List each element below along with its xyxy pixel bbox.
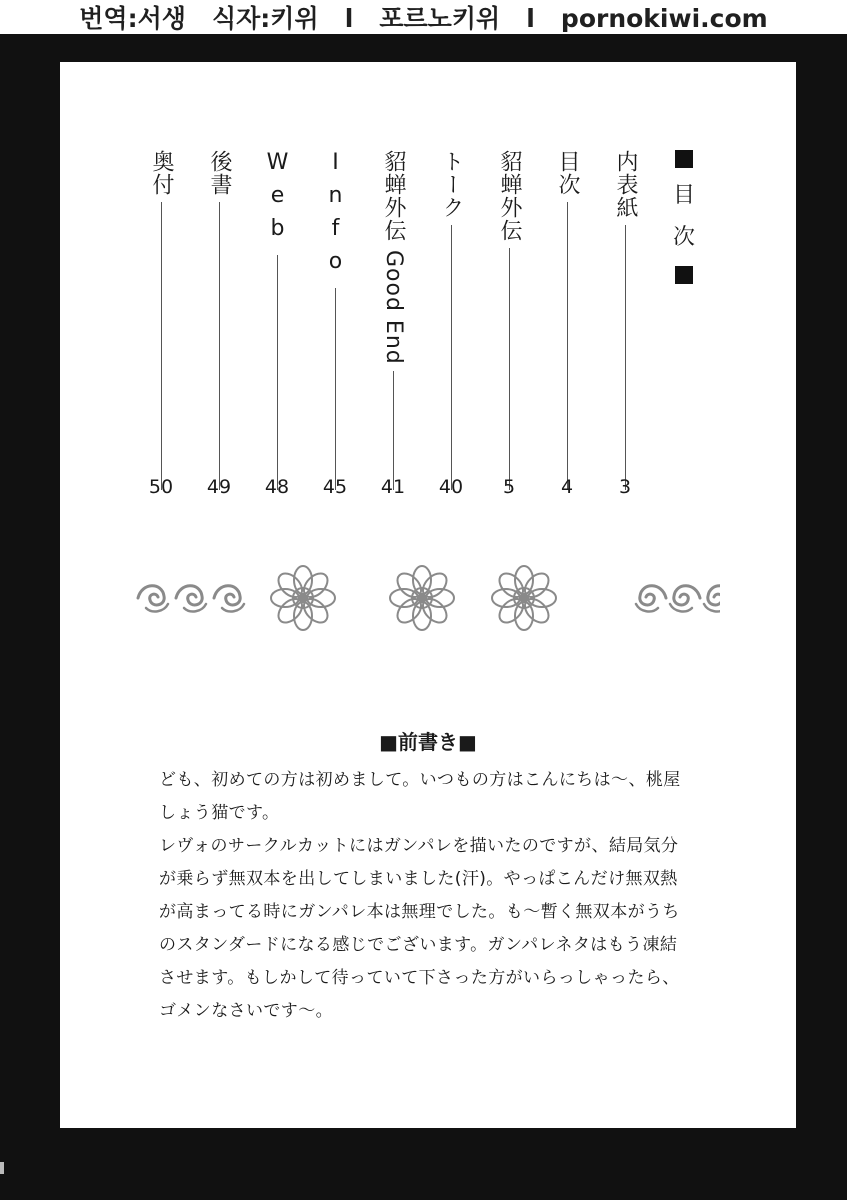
toc-leader-line — [393, 371, 394, 490]
toc-entry-title: Web — [265, 150, 290, 249]
top-banner — [0, 0, 847, 34]
preface-body — [159, 764, 714, 1028]
toc-entry-title: Info — [323, 150, 348, 282]
swirl-ornament-icon — [636, 586, 666, 612]
preface-line: レヴォのサークルカットにはガンパレを描いたのですが、結局気分 — [159, 836, 679, 856]
toc-entry-contents — [553, 150, 581, 490]
toc-heading-char: 目 — [672, 183, 695, 208]
toc-entry-page: 3 — [618, 476, 632, 498]
toc-entry-page: 49 — [206, 476, 232, 498]
swirl-ornament-icon — [176, 586, 206, 612]
toc-entry-colophon — [147, 150, 175, 490]
toc-entry-talk — [437, 150, 465, 490]
toc-heading-char: 次 — [672, 225, 695, 250]
preface-line: しょう猫です。 — [159, 803, 280, 823]
toc-entry-info — [321, 150, 349, 490]
swirl-ornament-icon — [670, 586, 700, 612]
toc-entry-web — [263, 150, 291, 490]
toc-leader-line — [219, 202, 220, 490]
toc-entry-page: 48 — [264, 476, 290, 498]
black-square-icon — [675, 150, 693, 168]
toc-entry-afterword — [205, 150, 233, 490]
toc-leader-line — [625, 225, 626, 490]
toc-entry-page: 50 — [148, 476, 174, 498]
preface-line: させます。もしかして待っていて下さった方がいらっしゃったら、 — [159, 968, 680, 988]
toc-entry-page: 41 — [380, 476, 406, 498]
preface-line: ゴメンなさいです〜。 — [159, 1001, 333, 1021]
preface-line: が高まってる時にガンパレ本は無理でした。も〜暫く無双本がうち — [159, 902, 680, 922]
toc-entry-title: 貂蝉外伝 Good End — [381, 150, 406, 365]
toc-leader-line — [277, 255, 278, 490]
preface-heading: ■前書き■ — [379, 730, 477, 754]
toc-leader-line — [451, 225, 452, 490]
banner-text: 번역:서생 식자:키위 l 포르노키위 l pornokiwi.com — [79, 4, 768, 33]
toc-entry-page: 4 — [560, 476, 574, 498]
toc-entry-title: 後書 — [207, 150, 232, 196]
flower-ornament-icon — [492, 566, 556, 630]
toc-entry-page: 45 — [322, 476, 348, 498]
toc-entry-title: 貂蝉外伝 — [497, 150, 522, 242]
preface-line: が乗らず無双本を出してしまいました(汗)。やっぱこんだけ無双熱 — [159, 869, 678, 889]
swirl-ornament-icon — [138, 586, 168, 612]
toc-leader-line — [335, 288, 336, 490]
toc-entry-title: 内表紙 — [613, 150, 638, 219]
toc-entry-title: トーク — [439, 150, 464, 219]
swirl-ornament-icon — [214, 586, 244, 612]
ornament-row — [130, 562, 720, 632]
toc-heading — [670, 150, 698, 284]
toc-entry-good-end — [379, 150, 407, 490]
toc-leader-line — [509, 248, 510, 490]
flower-ornament-icon — [390, 566, 454, 630]
scan-edge-mark — [0, 1162, 4, 1174]
toc-leader-line — [161, 202, 162, 490]
toc-entry-page: 5 — [502, 476, 516, 498]
toc-entry-page: 40 — [438, 476, 464, 498]
toc-entry-cover — [611, 150, 639, 490]
flower-ornament-icon — [271, 566, 335, 630]
toc-entry-title: 奥付 — [149, 150, 174, 196]
preface-line: ども、初めての方は初めまして。いつもの方はこんにちは〜、桃屋 — [159, 770, 681, 790]
toc-entry-title: 目次 — [555, 150, 580, 196]
toc-leader-line — [567, 202, 568, 490]
black-square-icon — [675, 266, 693, 284]
page — [60, 62, 796, 1128]
preface-line: のスタンダードになる感じでございます。ガンパレネタはもう凍結 — [159, 935, 678, 955]
toc-entry-story — [495, 150, 523, 490]
swirl-ornament-icon — [704, 586, 720, 612]
